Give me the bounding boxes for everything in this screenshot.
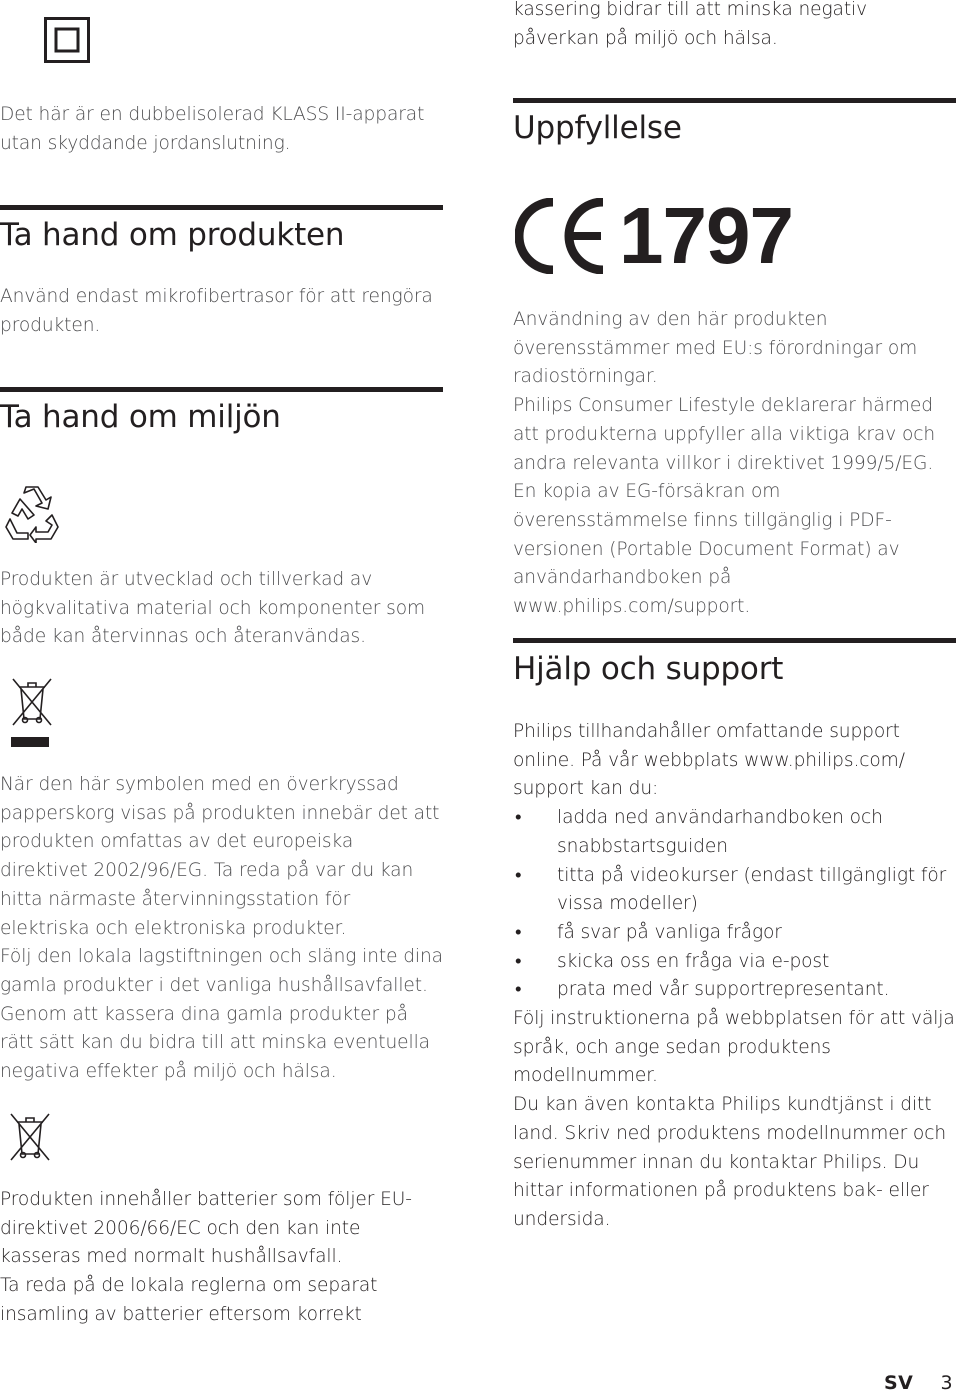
compliance-text: Användning av den här produkten överensstämmer med EU:s förordningar om radiostörningar. Philips Consumer Lifestyle deklarerar härmed att produkterna uppfyller alla viktiga krav och andra relevanta villkor i direktivet 1999/5/EG. En kopia av EG-försäkran om överensstämmelse finns tillgänglig i PDF-versionen (Portable Document Format) av användarhandboken på www.philips.com/support. [513, 309, 936, 618]
recycle-text: Produkten är utvecklad och tillverkad av högkvalitativa material och komponenter som både kan återvinnas och återanvändas. [0, 569, 426, 648]
compliance-heading: Uppfyllelse [513, 110, 682, 146]
support-heading: Hjälp och support [513, 651, 784, 687]
list-item: • ladda ned användarhandboken och snabbstartsguiden [513, 804, 958, 861]
care-heading: Ta hand om produkten [0, 217, 345, 253]
class-ii-description: Det här är en dubbelisolerad KLASS II-apparat utan skyddande jordanslutning. [0, 104, 425, 154]
section-rule [513, 98, 956, 103]
support-list [513, 804, 958, 1005]
care-text: Använd endast mikrofibertrasor för att rengöra produkten. [0, 286, 433, 336]
list-item: • få svar på vanliga frågor [513, 919, 958, 948]
section-rule [0, 205, 443, 210]
page-footer [884, 1372, 953, 1394]
ce-notified-body-number: 1797 [619, 191, 793, 280]
environment-heading: Ta hand om miljön [0, 399, 281, 435]
ce-mark [515, 191, 793, 280]
list-item: • prata med vår supportrepresentant. [513, 976, 958, 1005]
section-rule [513, 638, 956, 643]
class-ii-double-square-icon [44, 17, 90, 63]
list-item: • titta på videokurser (endast tillgängligt för vissa modeller) [513, 862, 958, 919]
ce-mark-icon [515, 198, 611, 274]
crossed-out-bin-battery-icon [8, 1110, 52, 1164]
recycle-icon [4, 485, 60, 543]
weee-text: När den här symbolen med en överkryssad papperskorg visas på produkten innebär det att produkten omfattas av det europeiska direktivet 2002/96/EG. Ta reda på var du kan hitta närmaste återvinningsstation för elektriska och elektroniska produkter. Följ den lokala lagstiftningen och släng inte dina gamla produkter i det vanliga hushållsavfallet. Genom att kassera dina gamla produkter på rätt sätt kan du bidra till att minska eventuella negativa effekter på miljö och hälsa. [0, 774, 443, 1083]
page-number: 3 [940, 1372, 953, 1394]
battery-text: Produkten innehåller batterier som följer EU-direktivet 2006/66/EC och den kan inte kasseras med normalt hushållsavfall. Ta reda på de lokala reglerna om separat insamling av batterier eftersom korrekt [0, 1189, 412, 1325]
list-item: • skicka oss en fråga via e-post [513, 948, 958, 977]
support-text: Philips tillhandahåller omfattande support online. På vår webbplats www.philips.com/ support kan du: • ladda ned användarhandboken och snabbstartsguiden • titta på videokurser (endast tillgängligt för vissa modeller) • få svar på vanliga frågor • skicka oss en fråga via e-post • prata med vår supportrepresentant. Följ instruktionerna på webbplatsen för att välja språk, och ange sedan produktens modellnummer. Du kan även kontakta Philips kundtjänst i ditt land. Skriv ned produktens modellnummer och serienummer innan du kontaktar Philips. Du hittar informationen på produktens bak- eller undersida. [513, 718, 958, 1235]
crossed-out-bin-icon [11, 675, 53, 749]
language-code: SV [884, 1372, 914, 1394]
section-rule [0, 387, 443, 392]
continued-text: kassering bidrar till att minska negativ påverkan på miljö och hälsa. [513, 0, 867, 49]
